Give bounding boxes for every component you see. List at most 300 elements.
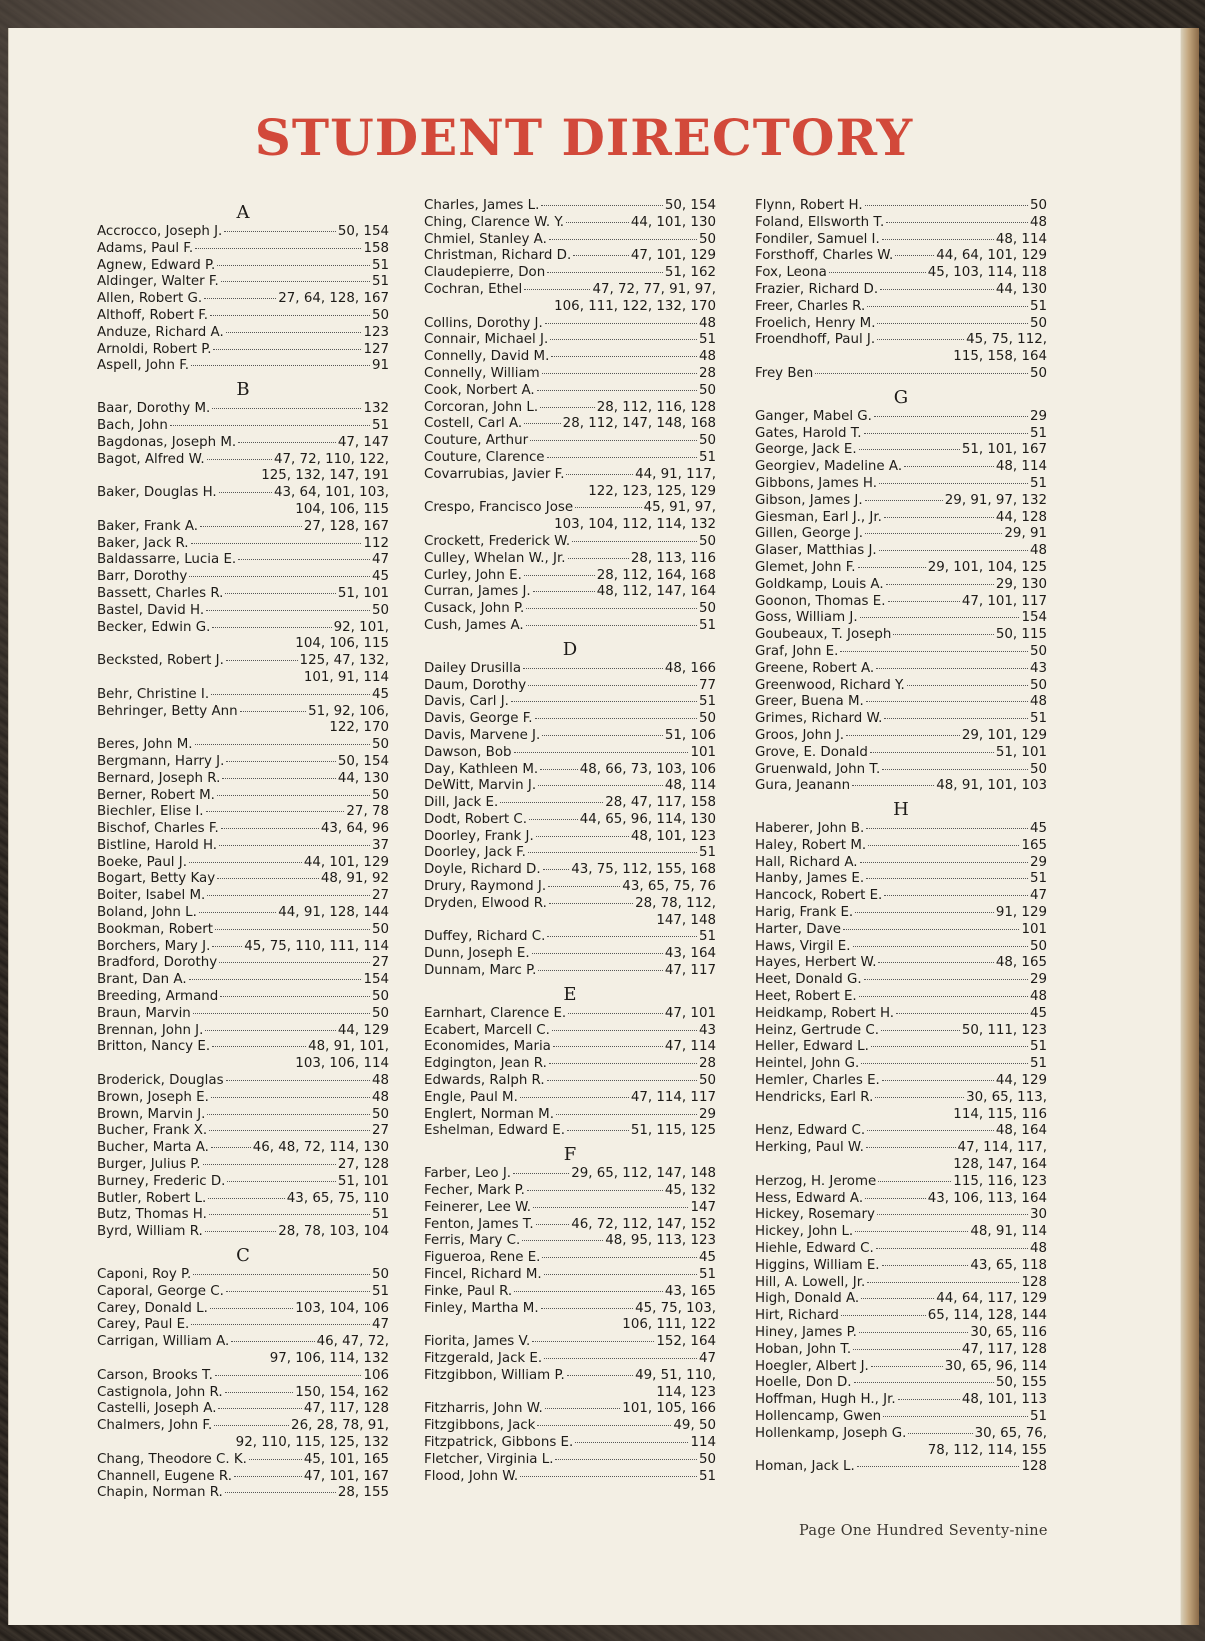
directory-entry xyxy=(424,1401,716,1418)
directory-entry xyxy=(97,1207,389,1224)
entry-pages: 65, 114, 128, 144 xyxy=(927,1308,1047,1324)
entry-pages: 48 xyxy=(1029,543,1047,559)
entry-pages: 50 xyxy=(371,989,389,1005)
entry-pages: 29 xyxy=(1029,408,1047,424)
directory-entry xyxy=(424,584,716,601)
dot-leader xyxy=(882,769,1028,770)
dot-leader xyxy=(907,685,1028,686)
dot-leader xyxy=(866,1147,956,1148)
directory-entry xyxy=(97,569,389,586)
section-letter: G xyxy=(893,386,909,408)
entry-pages: 150, 154, 162 xyxy=(295,1384,389,1400)
dot-leader xyxy=(548,886,620,887)
entry-pages: 45, 75, 103, xyxy=(635,1300,716,1316)
entry-pages: 28, 113, 116 xyxy=(630,550,716,566)
entry-name: Brown, Marvin J. xyxy=(97,1106,206,1122)
directory-entry xyxy=(755,762,1047,779)
directory-entry xyxy=(424,248,716,265)
directory-entry xyxy=(97,855,389,872)
entry-name: Fitzgerald, Jack E. xyxy=(424,1351,543,1366)
dot-leader xyxy=(526,625,697,626)
entry-pages: 45 xyxy=(371,686,389,702)
directory-entry xyxy=(424,862,716,879)
entry-name: Carey, Donald L. xyxy=(97,1300,208,1316)
entry-pages: 50, 115 xyxy=(995,627,1047,643)
entry-name: Becker, Edwin G. xyxy=(97,619,211,635)
entry-pages-continued: 78, 112, 114, 155 xyxy=(927,1442,1047,1458)
directory-entry xyxy=(755,1224,1047,1241)
entry-name: Hess, Edward A. xyxy=(755,1190,864,1206)
dot-leader xyxy=(211,1097,370,1098)
dot-leader xyxy=(189,862,302,863)
dot-leader xyxy=(871,1366,943,1367)
entry-name: Fox, Leona xyxy=(755,265,827,281)
entry-pages: 51 xyxy=(371,417,389,433)
directory-entry xyxy=(424,845,716,862)
directory-entry xyxy=(97,871,389,888)
entry-pages: 28, 155 xyxy=(337,1485,389,1501)
entry-name: Hall, Richard A. xyxy=(755,854,858,870)
directory-entry xyxy=(755,694,1047,711)
entry-name: Eshelman, Edward E. xyxy=(424,1123,565,1139)
dot-leader xyxy=(217,265,370,266)
entry-name: Bistline, Harold H. xyxy=(97,837,218,853)
dot-leader xyxy=(234,1476,302,1477)
dot-leader xyxy=(238,442,336,443)
dot-leader xyxy=(212,1046,306,1047)
directory-entry xyxy=(755,1275,1047,1292)
directory-entry xyxy=(755,1039,1047,1056)
entry-pages: 44, 101, 130 xyxy=(630,214,716,230)
dot-leader xyxy=(876,668,1028,669)
entry-name: Herking, Paul W. xyxy=(755,1140,864,1156)
entry-name: Goss, William J. xyxy=(755,610,858,626)
dot-leader xyxy=(535,718,697,719)
entry-pages: 48, 114 xyxy=(995,459,1047,475)
dot-leader xyxy=(868,845,1019,846)
directory-entry xyxy=(424,762,716,779)
entry-pages: 29, 91, 97, 132 xyxy=(944,492,1047,508)
entry-pages: 28, 47, 117, 158 xyxy=(605,795,716,811)
entry-pages: 50 xyxy=(371,737,389,753)
entry-pages-continued: 122, 170 xyxy=(329,720,389,736)
entry-pages: 47 xyxy=(371,552,389,568)
directory-entry xyxy=(97,241,389,258)
entry-name: Dryden, Elwood R. xyxy=(424,895,547,911)
entry-name: Fitzpatrick, Gibbons E. xyxy=(424,1434,574,1450)
directory-entry xyxy=(424,1200,716,1217)
dot-leader xyxy=(537,390,697,391)
dot-leader xyxy=(865,205,1028,206)
entry-name: Culley, Whelan W., Jr. xyxy=(424,550,566,566)
entry-pages-continued: 97, 106, 114, 132 xyxy=(269,1351,389,1366)
entry-pages: 47, 117 xyxy=(664,963,716,979)
directory-entry xyxy=(755,265,1047,282)
entry-name: Goonon, Thomas E. xyxy=(755,593,886,609)
dot-leader xyxy=(514,752,689,753)
entry-name: Heidkamp, Robert H. xyxy=(755,1005,895,1021)
entry-name: Heinz, Gertrude C. xyxy=(755,1022,880,1038)
entry-name: Froelich, Henry M. xyxy=(755,315,876,331)
entry-name: Byrd, William R. xyxy=(97,1224,203,1240)
entry-name: Aspell, John F. xyxy=(97,358,190,374)
dot-leader xyxy=(567,1130,629,1131)
directory-column-1 xyxy=(97,198,389,1502)
entry-name: Fecher, Mark P. xyxy=(424,1183,525,1199)
entry-pages: 50 xyxy=(1029,761,1047,777)
dot-leader xyxy=(231,1341,314,1342)
entry-pages: 48 xyxy=(1029,214,1047,230)
entry-pages: 51 xyxy=(698,694,716,710)
dot-leader xyxy=(893,634,994,635)
dot-leader xyxy=(529,819,578,820)
entry-name: Harig, Frank E. xyxy=(755,905,854,921)
entry-name: Haberer, John B. xyxy=(755,821,865,837)
entry-pages: 28, 78, 103, 104 xyxy=(278,1224,389,1240)
directory-entry xyxy=(755,1325,1047,1342)
entry-pages-continued: 114, 115, 116 xyxy=(953,1106,1047,1122)
entry-name: Hancock, Robert E. xyxy=(755,888,883,904)
directory-entry xyxy=(755,855,1047,872)
directory-entry xyxy=(97,325,389,342)
entry-name: Fitzharris, John W. xyxy=(424,1401,543,1417)
dot-leader xyxy=(219,492,272,493)
entry-pages: 50 xyxy=(698,601,716,617)
directory-entry xyxy=(97,972,389,989)
entry-name: Davis, Marvene J. xyxy=(424,727,541,743)
entry-name: Doorley, Jack F. xyxy=(424,845,526,861)
entry-pages: 27, 78 xyxy=(346,804,389,820)
dot-leader xyxy=(888,601,960,602)
dot-leader xyxy=(841,1315,926,1316)
page-footer: Page One Hundred Seventy-nine xyxy=(799,1523,1048,1539)
entry-pages: 43 xyxy=(1029,660,1047,676)
entry-name: Economides, Maria xyxy=(424,1039,551,1055)
directory-entry xyxy=(97,1090,389,1107)
dot-leader xyxy=(214,1425,289,1426)
entry-name: Baar, Dorothy M. xyxy=(97,401,211,417)
entry-pages: 50 xyxy=(371,602,389,618)
entry-pages: 44, 130 xyxy=(337,770,389,786)
directory-entry xyxy=(97,704,389,738)
entry-name: Corcoran, John L. xyxy=(424,399,539,415)
directory-entry xyxy=(755,409,1047,426)
entry-name: Chang, Theodore C. K. xyxy=(97,1451,247,1467)
entry-pages: 51 xyxy=(1029,711,1047,727)
entry-name: Connelly, William xyxy=(424,365,540,381)
directory-entry xyxy=(424,678,716,695)
entry-name: Haws, Virgil E. xyxy=(755,938,851,954)
directory-entry xyxy=(424,879,716,896)
entry-name: Edwards, Ralph R. xyxy=(424,1073,545,1089)
dot-leader xyxy=(207,1114,370,1115)
directory-entry xyxy=(755,1056,1047,1073)
directory-entry xyxy=(755,459,1047,476)
entry-pages: 27 xyxy=(371,1123,389,1139)
entry-pages-continued: 128, 147, 164 xyxy=(953,1157,1047,1173)
entry-pages: 30, 65, 76, xyxy=(974,1425,1047,1441)
dot-leader xyxy=(533,1207,688,1208)
entry-name: Baker, Douglas H. xyxy=(97,485,217,501)
entry-name: Forsthoff, Charles W. xyxy=(755,248,894,264)
directory-entry xyxy=(97,358,389,375)
directory-entry xyxy=(97,1401,389,1418)
section-letter: H xyxy=(893,799,909,821)
directory-entry xyxy=(97,821,389,838)
entry-name: Gillen, George J. xyxy=(755,526,864,542)
dot-leader xyxy=(217,878,319,879)
entry-name: Fincel, Richard M. xyxy=(424,1267,542,1283)
entry-pages-continued: 106, 111, 122 xyxy=(622,1317,716,1333)
dot-leader xyxy=(843,929,1019,930)
directory-entry xyxy=(97,955,389,972)
dot-leader xyxy=(538,785,663,786)
entry-name: Butz, Thomas H. xyxy=(97,1207,207,1223)
entry-name: Graf, John E. xyxy=(755,643,839,659)
dot-leader xyxy=(225,593,335,594)
entry-pages: 147 xyxy=(690,1199,716,1215)
entry-name: Gura, Jeanann xyxy=(755,778,851,794)
entry-pages: 43 xyxy=(698,1022,716,1038)
dot-leader xyxy=(545,323,697,324)
entry-pages: 44, 64, 117, 129 xyxy=(936,1291,1047,1307)
entry-pages: 28, 112, 164, 168 xyxy=(596,567,716,583)
entry-pages: 51 xyxy=(1029,475,1047,491)
entry-pages: 27 xyxy=(371,955,389,971)
dot-leader xyxy=(882,1265,969,1266)
entry-name: Boiter, Isabel M. xyxy=(97,888,206,904)
entry-pages: 46, 47, 72, xyxy=(316,1334,389,1350)
dot-leader xyxy=(815,373,1028,374)
entry-name: Grimes, Richard W. xyxy=(755,711,883,727)
entry-name: Earnhart, Clarence E. xyxy=(424,1005,567,1021)
entry-name: Aldinger, Walter F. xyxy=(97,274,219,290)
directory-entry xyxy=(97,224,389,241)
entry-pages: 48, 91, 101, 103 xyxy=(936,778,1047,794)
entry-pages: 51, 101 xyxy=(995,744,1047,760)
dot-leader xyxy=(864,979,1028,980)
directory-entry xyxy=(97,418,389,435)
directory-entry xyxy=(755,905,1047,922)
entry-pages-continued: 103, 106, 114 xyxy=(295,1056,389,1072)
directory-entry xyxy=(97,1157,389,1174)
dot-leader xyxy=(514,1291,663,1292)
entry-name: Dunn, Joseph E. xyxy=(424,946,530,962)
entry-pages: 48, 114 xyxy=(995,231,1047,247)
directory-entry xyxy=(755,939,1047,956)
entry-pages: 45, 101, 165 xyxy=(303,1451,389,1467)
entry-name: Finley, Martha M. xyxy=(424,1300,539,1316)
entry-pages: 101 xyxy=(1021,921,1047,937)
entry-name: Britton, Nancy E. xyxy=(97,1039,211,1055)
dot-leader xyxy=(877,323,1027,324)
directory-entry xyxy=(424,795,716,812)
entry-name: Burney, Frederic D. xyxy=(97,1173,226,1189)
directory-entry xyxy=(755,778,1047,795)
entry-pages: 30, 65, 96, 114 xyxy=(944,1358,1047,1374)
entry-pages: 50 xyxy=(371,921,389,937)
dot-leader xyxy=(225,1392,294,1393)
dot-leader xyxy=(210,1308,293,1309)
entry-pages: 47, 114, 117, xyxy=(957,1140,1047,1156)
directory-entry xyxy=(424,963,716,980)
entry-name: Goubeaux, T. Joseph xyxy=(755,627,892,643)
entry-pages: 43, 65, 75, 110 xyxy=(286,1190,389,1206)
entry-name: Charles, James L. xyxy=(424,198,540,213)
entry-pages: 45, 103, 114, 118 xyxy=(927,265,1047,281)
entry-pages: 45, 75, 110, 111, 114 xyxy=(244,938,389,954)
dot-leader xyxy=(540,407,595,408)
dot-leader xyxy=(523,668,663,669)
dot-leader xyxy=(225,1492,336,1493)
entry-pages: 77 xyxy=(698,677,716,693)
dot-leader xyxy=(226,761,336,762)
entry-name: Gruenwald, John T. xyxy=(755,761,881,777)
entry-name: Haley, Robert M. xyxy=(755,837,867,853)
directory-entry xyxy=(97,1123,389,1140)
entry-pages: 43, 65, 118 xyxy=(970,1257,1047,1273)
dot-leader xyxy=(528,852,697,853)
entry-pages: 50, 154 xyxy=(337,753,389,769)
directory-entry xyxy=(97,291,389,308)
dot-leader xyxy=(854,1382,994,1383)
directory-entry xyxy=(424,232,716,249)
directory-entry xyxy=(424,400,716,417)
entry-name: Castignola, John R. xyxy=(97,1384,223,1400)
entry-pages: 29, 101, 104, 125 xyxy=(927,559,1047,575)
entry-name: Chmiel, Stanley A. xyxy=(424,231,547,247)
entry-name: Arnoldi, Robert P. xyxy=(97,341,212,357)
entry-name: Day, Kathleen M. xyxy=(424,761,539,777)
directory-entry xyxy=(97,1191,389,1208)
entry-pages: 50 xyxy=(698,1451,716,1467)
dot-leader xyxy=(212,946,242,947)
directory-entry xyxy=(424,1123,716,1140)
directory-entry xyxy=(97,989,389,1006)
entry-name: Ecabert, Marcell C. xyxy=(424,1022,550,1038)
entry-pages: 128 xyxy=(1021,1274,1047,1290)
entry-pages: 29, 65, 112, 147, 148 xyxy=(571,1166,716,1182)
directory-entry xyxy=(755,871,1047,888)
directory-entry xyxy=(424,1368,716,1402)
entry-name: DeWitt, Marvin J. xyxy=(424,778,537,794)
entry-name: Caporal, George C. xyxy=(97,1283,224,1299)
directory-entry xyxy=(755,1359,1047,1376)
directory-entry xyxy=(424,1284,716,1301)
dot-leader xyxy=(908,1433,972,1434)
entry-pages: 29, 130 xyxy=(995,576,1047,592)
entry-name: Carrigan, William A. xyxy=(97,1334,230,1350)
directory-entry xyxy=(424,1039,716,1056)
entry-name: Hollenkamp, Joseph G. xyxy=(755,1425,907,1441)
entry-name: Crespo, Francisco Jose xyxy=(424,500,574,516)
entry-name: Glemet, John F. xyxy=(755,559,856,575)
entry-name: Cochran, Ethel xyxy=(424,281,523,297)
entry-pages: 152, 164 xyxy=(656,1334,716,1350)
dot-leader xyxy=(536,836,629,837)
entry-pages-continued: 125, 132, 147, 191 xyxy=(261,468,389,484)
dot-leader xyxy=(200,526,302,527)
directory-entry xyxy=(755,1426,1047,1460)
directory-entry xyxy=(755,821,1047,838)
directory-entry xyxy=(97,1485,389,1502)
entry-pages: 48, 114 xyxy=(664,778,716,794)
dot-leader xyxy=(895,255,934,256)
dot-leader xyxy=(538,970,663,971)
directory-entry xyxy=(97,342,389,359)
dot-leader xyxy=(882,239,994,240)
entry-pages: 51 xyxy=(698,845,716,861)
entry-pages: 44, 65, 96, 114, 130 xyxy=(579,811,716,827)
entry-name: Dunnam, Marc P. xyxy=(424,963,537,979)
dot-leader xyxy=(199,912,276,913)
entry-pages: 51, 101 xyxy=(337,1173,389,1189)
dot-leader xyxy=(530,440,697,441)
entry-pages: 45, 75, 112, xyxy=(966,332,1047,348)
directory-entry xyxy=(755,1291,1047,1308)
entry-name: Fletcher, Virginia L. xyxy=(424,1451,554,1467)
directory-entry xyxy=(755,989,1047,1006)
entry-pages: 48, 165 xyxy=(995,955,1047,971)
directory-entry xyxy=(97,1174,389,1191)
directory-entry xyxy=(424,1435,716,1452)
entry-name: Baker, Jack R. xyxy=(97,535,189,551)
dot-leader xyxy=(884,517,994,518)
entry-pages: 51 xyxy=(698,1468,716,1484)
entry-pages: 51 xyxy=(698,929,716,945)
entry-name: Cusack, John P. xyxy=(424,601,525,617)
directory-entry xyxy=(755,888,1047,905)
dot-leader xyxy=(221,828,319,829)
entry-pages: 50 xyxy=(698,533,716,549)
entry-name: Ferris, Mary C. xyxy=(424,1233,521,1249)
directory-entry xyxy=(97,1107,389,1124)
dot-leader xyxy=(544,1358,697,1359)
entry-name: Carson, Brooks T. xyxy=(97,1367,213,1383)
entry-pages: 47, 117, 128 xyxy=(961,1341,1047,1357)
directory-entry xyxy=(755,1191,1047,1208)
entry-pages: 51 xyxy=(698,617,716,633)
entry-name: Dill, Jack E. xyxy=(424,795,499,811)
directory-entry xyxy=(424,929,716,946)
entry-pages: 29 xyxy=(1029,972,1047,988)
directory-entry xyxy=(97,308,389,325)
directory-entry xyxy=(424,1351,716,1368)
entry-name: Hayes, Herbert W. xyxy=(755,955,877,971)
entry-name: Biechler, Elise I. xyxy=(97,804,204,820)
entry-pages: 48 xyxy=(1029,1241,1047,1257)
directory-entry xyxy=(755,332,1047,366)
dot-leader xyxy=(195,248,361,249)
directory-entry xyxy=(97,1452,389,1469)
dot-leader xyxy=(877,339,964,340)
entry-pages: 46, 72, 112, 147, 152 xyxy=(571,1216,716,1232)
entry-name: Cush, James A. xyxy=(424,617,524,633)
entry-pages: 48, 164 xyxy=(995,1123,1047,1139)
section-letter: D xyxy=(562,638,578,660)
directory-entry xyxy=(424,728,716,745)
entry-name: Behringer, Betty Ann xyxy=(97,703,238,719)
entry-pages-continued: 104, 106, 115 xyxy=(295,636,389,652)
entry-pages: 45 xyxy=(1029,1005,1047,1021)
dot-leader xyxy=(206,610,370,611)
entry-name: Davis, George F. xyxy=(424,711,533,727)
directory-entry xyxy=(424,265,716,282)
directory-entry xyxy=(755,1207,1047,1224)
entry-pages: 47, 114, 117 xyxy=(630,1089,716,1105)
directory-entry xyxy=(755,526,1047,543)
dot-leader xyxy=(193,1274,370,1275)
